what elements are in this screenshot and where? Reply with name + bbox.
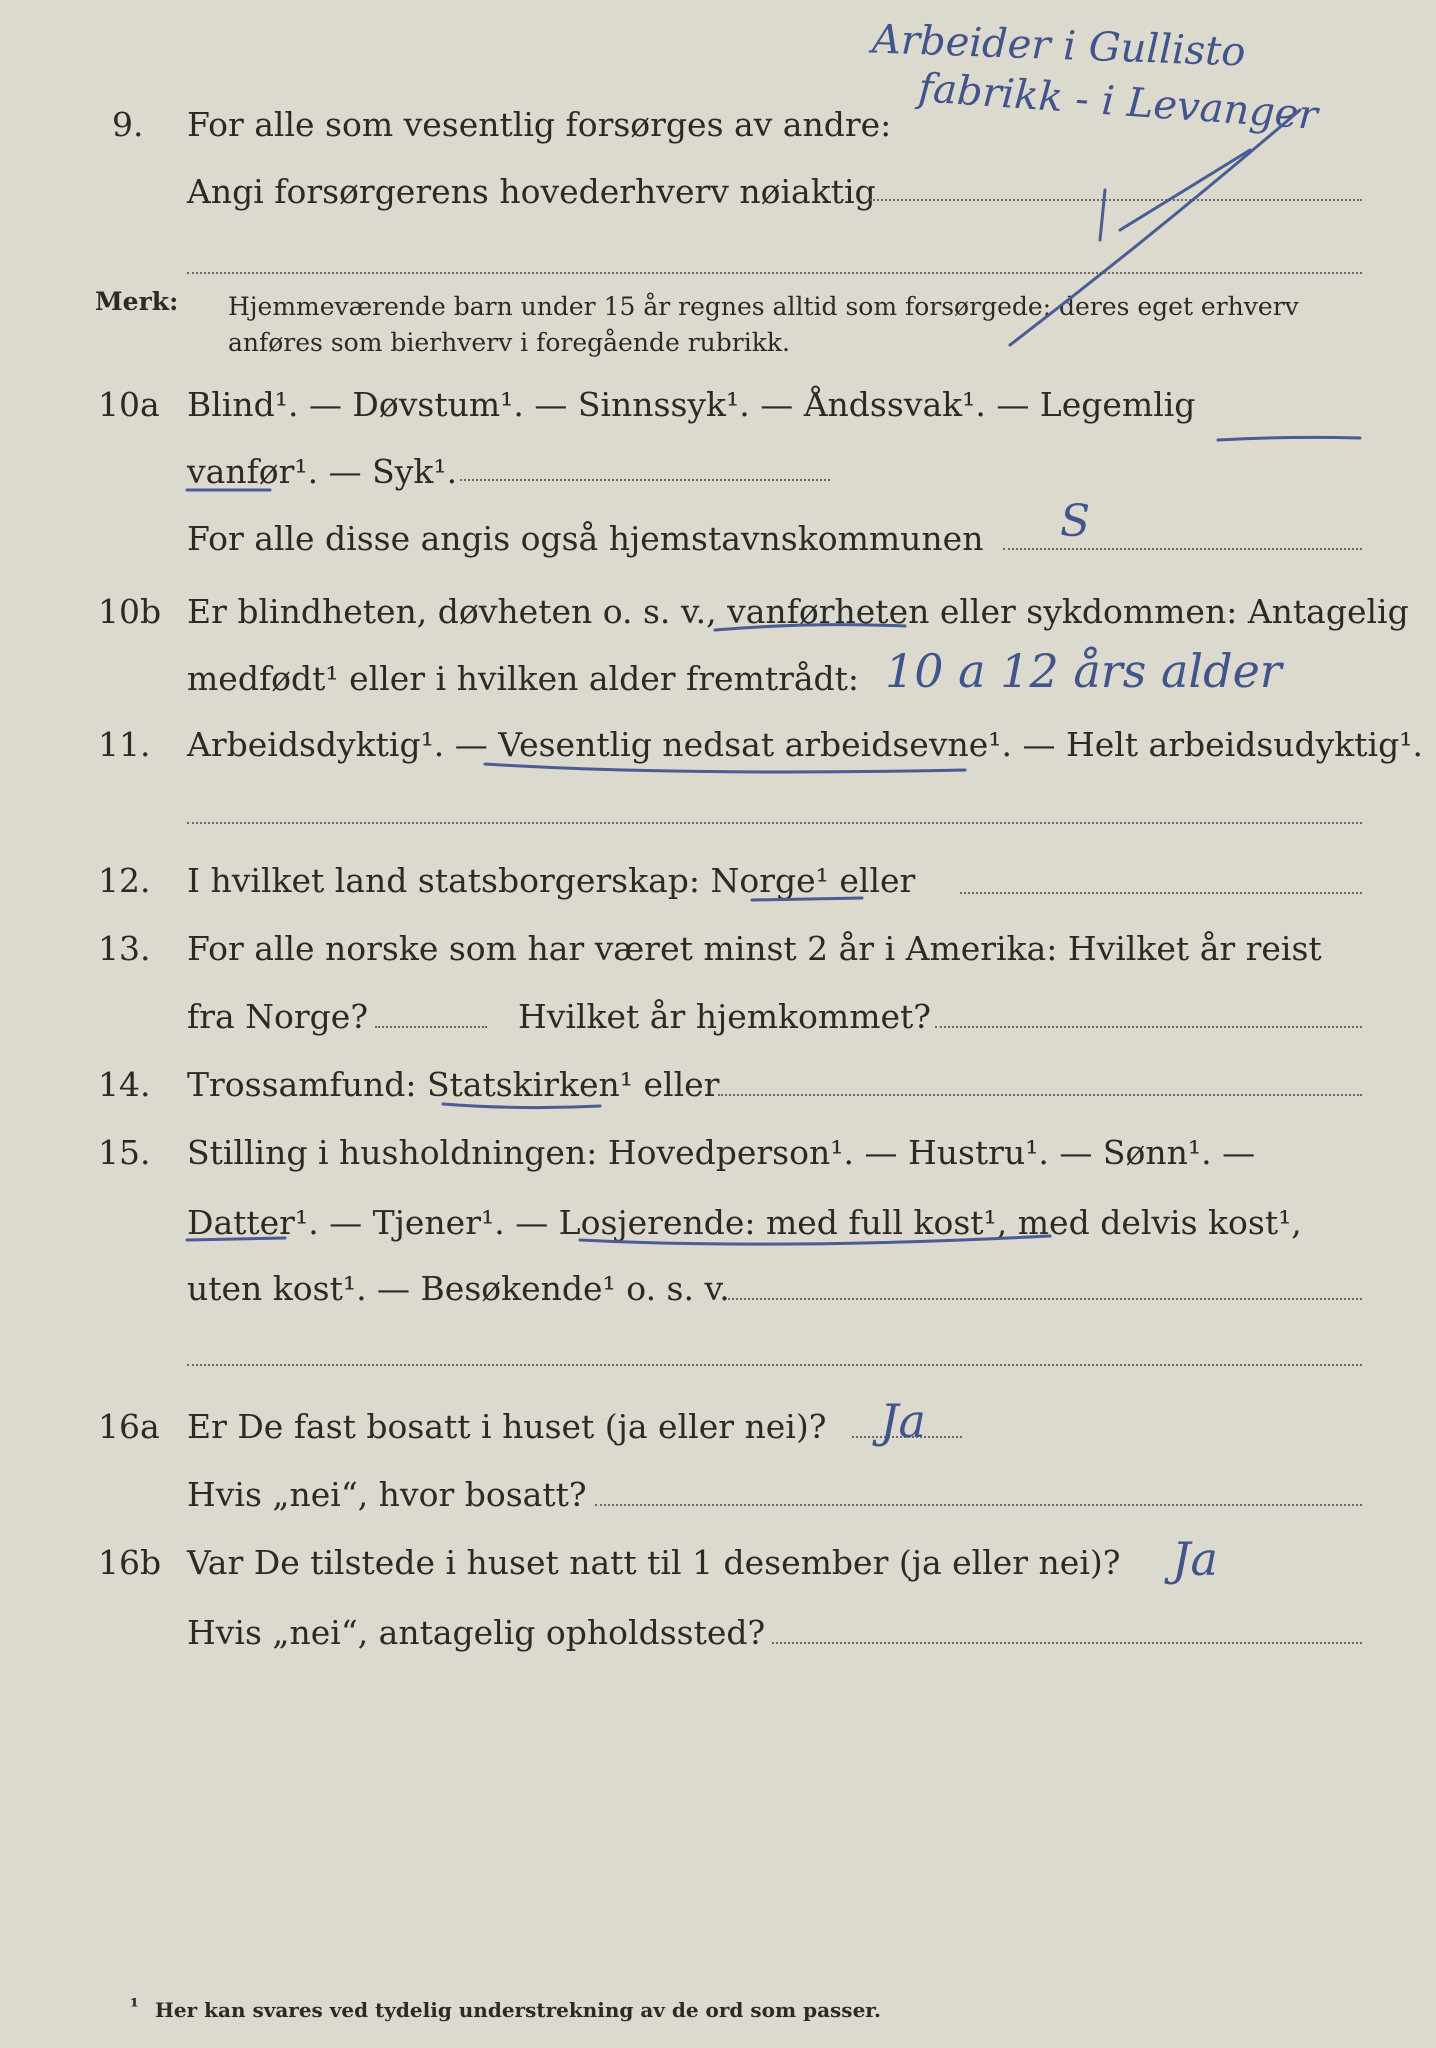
merk-line1: Hjemmeværende barn under 15 år regnes alltid som forsørgede; deres eget erhverv bbox=[228, 292, 1299, 321]
q11-number: 11. bbox=[98, 725, 151, 764]
q16a-number: 16a bbox=[98, 1407, 160, 1446]
q13-line2b: Hvilket år hjemkommet? bbox=[518, 997, 931, 1036]
q10a-line1: Blind¹. — Døvstum¹. — Sinnssyk¹. — Åndssvak¹. — Legemlig bbox=[187, 385, 1196, 424]
q10b-handwritten-answer: 10 a 12 års alder bbox=[885, 644, 1282, 698]
q10a-number: 10a bbox=[98, 385, 160, 424]
q14-line1: Trossamfund: Statskirken¹ eller bbox=[187, 1065, 720, 1104]
q10b-number: 10b bbox=[98, 592, 162, 631]
q15-line1: Stilling i husholdningen: Hovedperson¹. — Hustru¹. — Sønn¹. — bbox=[187, 1133, 1256, 1172]
q16b-line2: Hvis „nei“, antagelig opholdssted? bbox=[187, 1613, 766, 1652]
q16a-line1: Er De fast bosatt i huset (ja eller nei)? bbox=[187, 1407, 827, 1446]
q10a-line2: vanfør¹. — Syk¹. bbox=[187, 452, 458, 491]
q10a-handwritten-answer: S bbox=[1060, 496, 1091, 547]
q9-line2: Angi forsørgerens hovederhverv nøiaktig bbox=[187, 172, 876, 211]
q15-line3: uten kost¹. — Besøkende¹ o. s. v. bbox=[187, 1269, 730, 1308]
q9-line1: For alle som vesentlig forsørges av andre: bbox=[187, 105, 892, 144]
underline-datter bbox=[187, 1238, 285, 1240]
q10b-line1: Er blindheten, døvheten o. s. v., vanførheten eller sykdommen: Antagelig bbox=[187, 592, 1409, 631]
q10a-line3: For alle disse angis også hjemstavnskommunen bbox=[187, 519, 984, 558]
q9-small-tick bbox=[1100, 190, 1105, 240]
q16b-handwritten-answer: Ja bbox=[1172, 1532, 1218, 1586]
q13-line2a: fra Norge? bbox=[187, 997, 369, 1036]
underline-legemlig bbox=[1218, 437, 1360, 440]
underline-vesentlig-nedsat bbox=[485, 764, 965, 772]
underline-vanforheten bbox=[715, 625, 905, 630]
q14-number: 14. bbox=[98, 1065, 151, 1104]
q16b-number: 16b bbox=[98, 1543, 162, 1582]
q9-handwritten-answer-top: Arbeider i Gullisto bbox=[871, 16, 1247, 76]
underline-losjerende bbox=[580, 1236, 1050, 1244]
q9-handwritten-answer-mid: fabrikk - i Levanger bbox=[916, 65, 1320, 139]
footnote-mark: ¹ bbox=[130, 1994, 139, 2018]
q13-line1: For alle norske som har været minst 2 år i Amerika: Hvilket år reist bbox=[187, 929, 1322, 968]
underline-norge bbox=[752, 898, 862, 900]
q9-diagonal-strike-2 bbox=[1120, 150, 1250, 230]
underline-statskirken bbox=[443, 1104, 600, 1108]
q12-number: 12. bbox=[98, 861, 151, 900]
q9-number: 9. bbox=[112, 105, 144, 144]
q10b-line2: medfødt¹ eller i hvilken alder fremtrådt: bbox=[187, 659, 860, 698]
q16a-line2: Hvis „nei“, hvor bosatt? bbox=[187, 1475, 587, 1514]
merk-label: Merk: bbox=[95, 287, 179, 316]
merk-line2: anføres som bierhverv i foregående rubrikk. bbox=[228, 328, 790, 357]
q13-number: 13. bbox=[98, 929, 151, 968]
q9-diagonal-strike bbox=[1010, 110, 1300, 345]
q11-line1: Arbeidsdyktig¹. — Vesentlig nedsat arbeidsevne¹. — Helt arbeidsudyktig¹. bbox=[187, 725, 1423, 764]
footnote-text: Her kan svares ved tydelig understrekning av de ord som passer. bbox=[155, 1998, 881, 2022]
q15-line2: Datter¹. — Tjener¹. — Losjerende: med full kost¹, med delvis kost¹, bbox=[187, 1203, 1302, 1242]
q16b-line1: Var De tilstede i huset natt til 1 desember (ja eller nei)? bbox=[187, 1543, 1121, 1582]
q16a-handwritten-answer: Ja bbox=[880, 1394, 926, 1448]
q15-number: 15. bbox=[98, 1133, 151, 1172]
q12-line1: I hvilket land statsborgerskap: Norge¹ eller bbox=[187, 861, 916, 900]
